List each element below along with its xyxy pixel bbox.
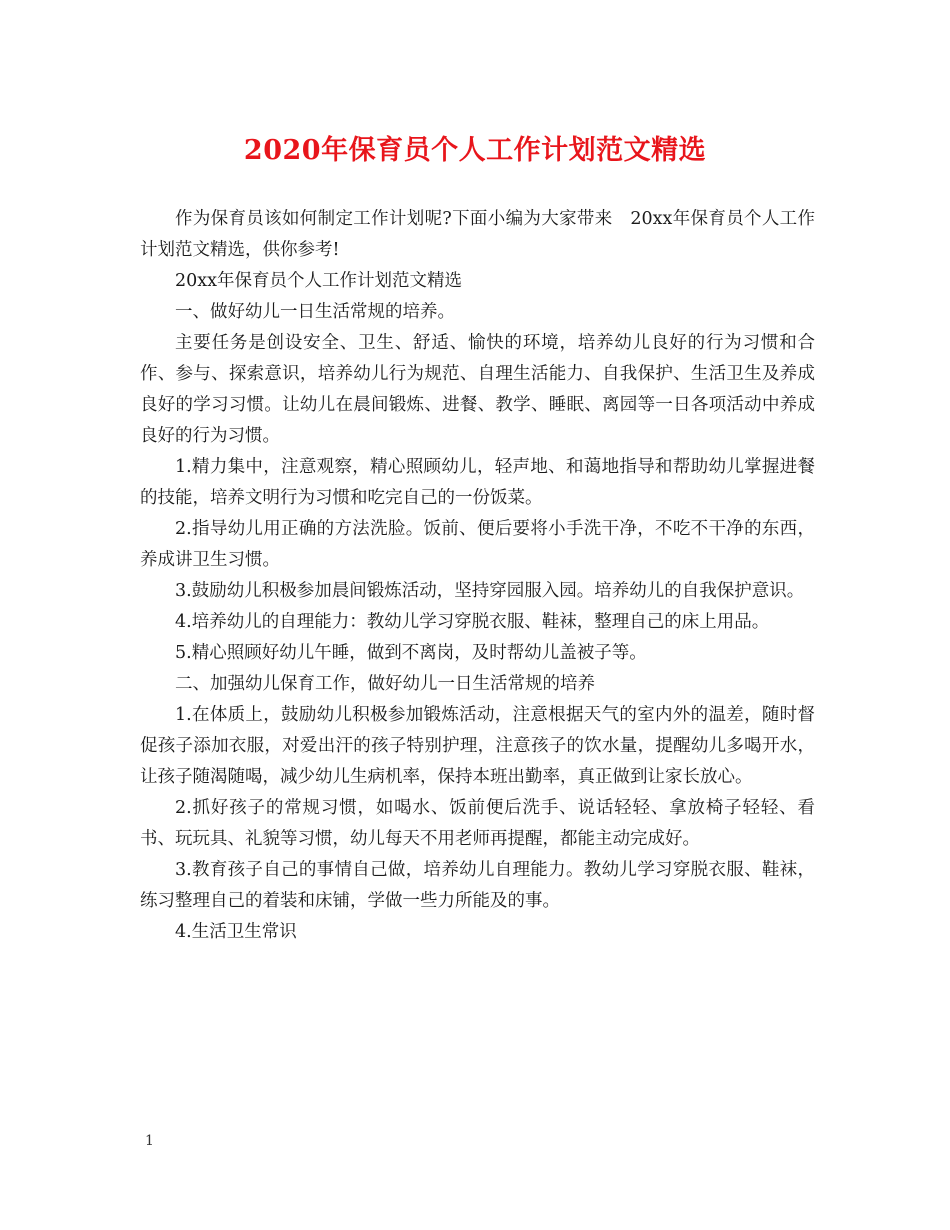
page-number: 1 bbox=[145, 1133, 154, 1149]
section-2-item-1: 1.在体质上，鼓励幼儿积极参加锻炼活动，注意根据天气的室内外的温差，随时督促孩子添加衣服，对爱出汗的孩子特别护理，注意孩子的饮水量，提醒幼儿多喝开水，让孩子随渴随喝，减少幼儿生病机率，保持本班出勤率，真正做到让家长放心。 bbox=[140, 705, 815, 787]
section-1-item-1: 1.精力集中，注意观察，精心照顾幼儿，轻声地、和蔼地指导和帮助幼儿掌握进餐的技能，培养文明行为习惯和吃完自己的一份饭菜。 bbox=[140, 457, 815, 508]
section-2-item-3: 3.教育孩子自己的事情自己做，培养幼儿自理能力。教幼儿学习穿脱衣服、鞋袜，练习整理自己的着装和床铺，学做一些力所能及的事。 bbox=[140, 860, 815, 911]
intro-paragraph: 作为保育员该如何制定工作计划呢?下面小编为大家带来 20xx年保育员个人工作计划范文精选，供你参考! bbox=[140, 209, 815, 260]
subtitle-paragraph: 20xx年保育员个人工作计划范文精选 bbox=[175, 271, 463, 291]
section-heading-1: 一、做好幼儿一日生活常规的培养。 bbox=[175, 302, 455, 322]
section-1-item-3: 3.鼓励幼儿积极参加晨间锻炼活动，坚持穿园服入园。培养幼儿的自我保护意识。 bbox=[175, 581, 805, 601]
document-title: 2020年保育员个人工作计划范文精选 bbox=[243, 135, 707, 166]
section-1-item-2: 2.指导幼儿用正确的方法洗脸。饭前、便后要将小手洗干净，不吃不干净的东西，养成讲卫生习惯。 bbox=[140, 519, 815, 570]
section-1-item-4: 4.培养幼儿的自理能力：教幼儿学习穿脱衣服、鞋袜，整理自己的床上用品。 bbox=[175, 612, 770, 632]
section-1-summary: 主要任务是创设安全、卫生、舒适、愉快的环境，培养幼儿良好的行为习惯和合作、参与、探索意识，培养幼儿行为规范、自理生活能力、自我保护、生活卫生及养成良好的学习习惯。让幼儿在晨间锻炼、进餐、教学、睡眠、离园等一日各项活动中养成良好的行为习惯。 bbox=[140, 333, 815, 446]
section-1-item-5: 5.精心照顾好幼儿午睡，做到不离岗，及时帮幼儿盖被子等。 bbox=[175, 643, 647, 663]
section-2-item-2: 2.抓好孩子的常规习惯，如喝水、饭前便后洗手、说话轻轻、拿放椅子轻轻、看书、玩玩具、礼貌等习惯，幼儿每天不用老师再提醒，都能主动完成好。 bbox=[140, 798, 815, 849]
section-2-item-4: 4.生活卫生常识 bbox=[175, 922, 297, 942]
section-heading-2: 二、加强幼儿保育工作，做好幼儿一日生活常规的培养 bbox=[175, 674, 595, 694]
document-body bbox=[140, 204, 815, 948]
